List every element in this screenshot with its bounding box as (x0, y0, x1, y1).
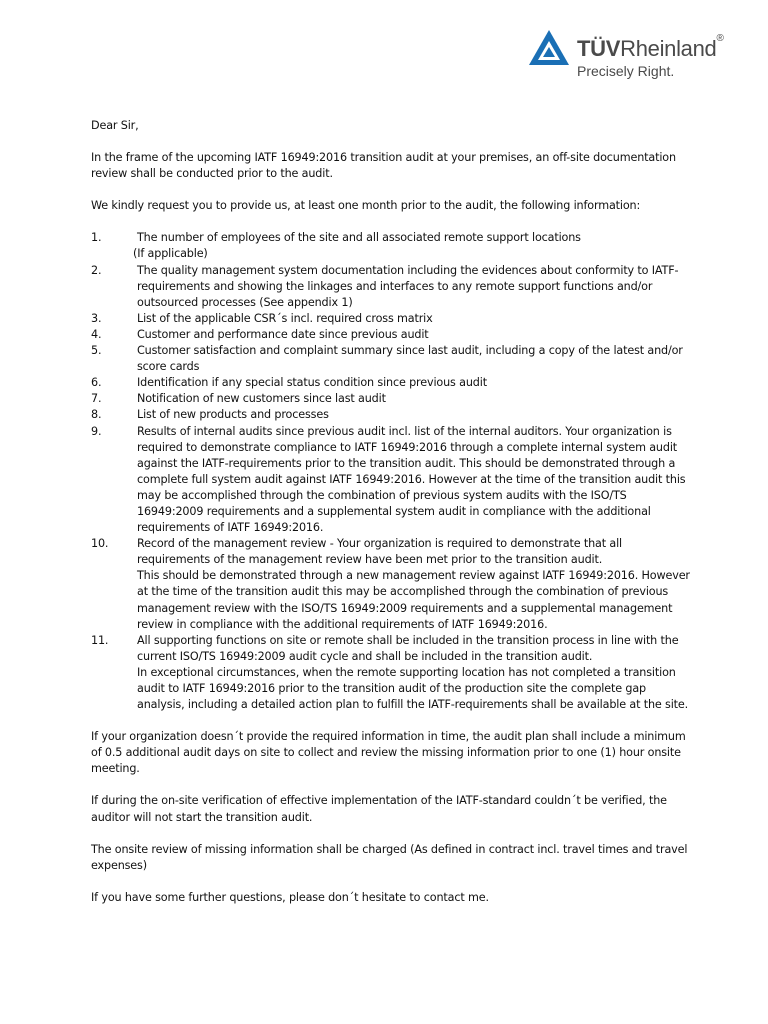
list-item-number: 11. (91, 633, 109, 647)
contact-paragraph: If you have some further questions, please don´t hesitate to contact me. (91, 890, 489, 904)
list-item-text: Customer and performance date since previous audit (137, 327, 429, 341)
list-item (91, 407, 691, 423)
logo-registered-mark: ® (716, 33, 724, 44)
list-item-subtext: (If applicable) (133, 247, 208, 261)
list-item-text: The number of employees of the site and all associated remote support locations (137, 231, 581, 245)
list-item-number: 9. (91, 424, 102, 438)
requirements-list (91, 230, 691, 713)
list-item-text-continued: In exceptional circumstances, when the remote supporting location has not completed a transition audit to IATF 16949:2016 prior to the transition audit of the production site the complete gap analysis, including a detailed action plan to fulfill the IATF-requirements shall be available at the site. (137, 665, 689, 712)
logo-brand-light: Rheinland (620, 36, 717, 61)
list-item-number: 8. (91, 408, 102, 422)
list-item (91, 424, 691, 537)
tuv-triangle-logo-icon (527, 28, 571, 68)
list-item (91, 311, 691, 327)
list-item (91, 343, 691, 375)
list-item-text: List of the applicable CSR´s incl. required cross matrix (137, 311, 433, 325)
list-item (91, 327, 691, 343)
list-item-number: 4. (91, 327, 102, 341)
tuv-rheinland-logo (527, 28, 747, 84)
list-item-number: 3. (91, 311, 102, 325)
list-item-text-continued: This should be demonstrated through a new management review against IATF 16949:2016. However at the time of the transition audit this may be accomplished through the combination of previous management review with the ISO/TS 16949:2009 requirements and a supplemental management review in compliance with the additional requirements of IATF 16949:2016. (137, 569, 690, 631)
list-item-text: All supporting functions on site or remote shall be included in the transition process in line with the current ISO/TS 16949:2009 audit cycle and shall be included in the transition audit. (137, 633, 679, 663)
intro-paragraph: In the frame of the upcoming IATF 16949:2016 transition audit at your premises, an off-site documentation review shall be conducted prior to the audit. (91, 151, 676, 181)
missing-information-paragraph: If your organization doesn´t provide the required information in time, the audit plan shall include a minimum of 0.5 additional audit days on site to collect and review the missing information prior to one (1) hour onsite meeting. (91, 730, 686, 776)
list-item-number: 6. (91, 376, 102, 390)
list-item (91, 536, 691, 633)
list-item (91, 375, 691, 391)
list-item-text: Identification if any special status condition since previous audit (137, 376, 487, 390)
list-item-text: Results of internal audits since previous audit incl. list of the internal auditors. Your organization is required to demonstrate compliance to IATF 16949:2016 through a complete internal system audit against the IATF-requirements prior to the transition audit. This should be demonstrated through a complete full system audit against IATF 16949:2016. However at the time of the transition audit this may be accomplished through the combination of previous system audits with the ISO/TS 16949:2009 requirements and a supplemental system audit in compliance with the additional requirements of IATF 16949:2016. (137, 424, 686, 535)
list-item-text: List of new products and processes (137, 408, 329, 422)
list-item-text: Notification of new customers since last audit (137, 392, 386, 406)
list-item (91, 230, 691, 262)
list-item-number: 5. (91, 344, 102, 358)
list-item-number: 1. (91, 231, 102, 245)
list-item-number: 2. (91, 263, 102, 277)
list-item-text: Customer satisfaction and complaint summary since last audit, including a copy of the latest and/or score cards (137, 344, 683, 374)
list-item (91, 263, 691, 311)
list-item (91, 391, 691, 407)
logo-slogan: Precisely Right. (577, 63, 675, 79)
salutation: Dear Sir, (91, 119, 139, 132)
verification-paragraph: If during the on-site verification of effective implementation of the IATF-standard couldn´t be verified, the auditor will not start the transition audit. (91, 794, 667, 824)
list-item-number: 10. (91, 537, 109, 551)
request-paragraph: We kindly request you to provide us, at least one month prior to the audit, the following information: (91, 199, 641, 213)
logo-brand-text (577, 33, 724, 62)
list-item-text: Record of the management review - Your organization is required to demonstrate that all requirements of the management review have been met prior to the transition audit. (137, 537, 622, 567)
list-item-text: The quality management system documentation including the evidences about conformity to IATF-requirements and showing the linkages and interfaces to any remote support functions and/or outsourced processes (See appendix 1) (137, 263, 679, 309)
logo-brand-bold: TÜV (577, 36, 621, 61)
letter-body (91, 118, 691, 906)
list-item-number: 7. (91, 392, 102, 406)
list-item (91, 633, 691, 713)
charges-paragraph: The onsite review of missing information shall be charged (As defined in contract incl. travel times and travel expenses) (91, 842, 688, 872)
